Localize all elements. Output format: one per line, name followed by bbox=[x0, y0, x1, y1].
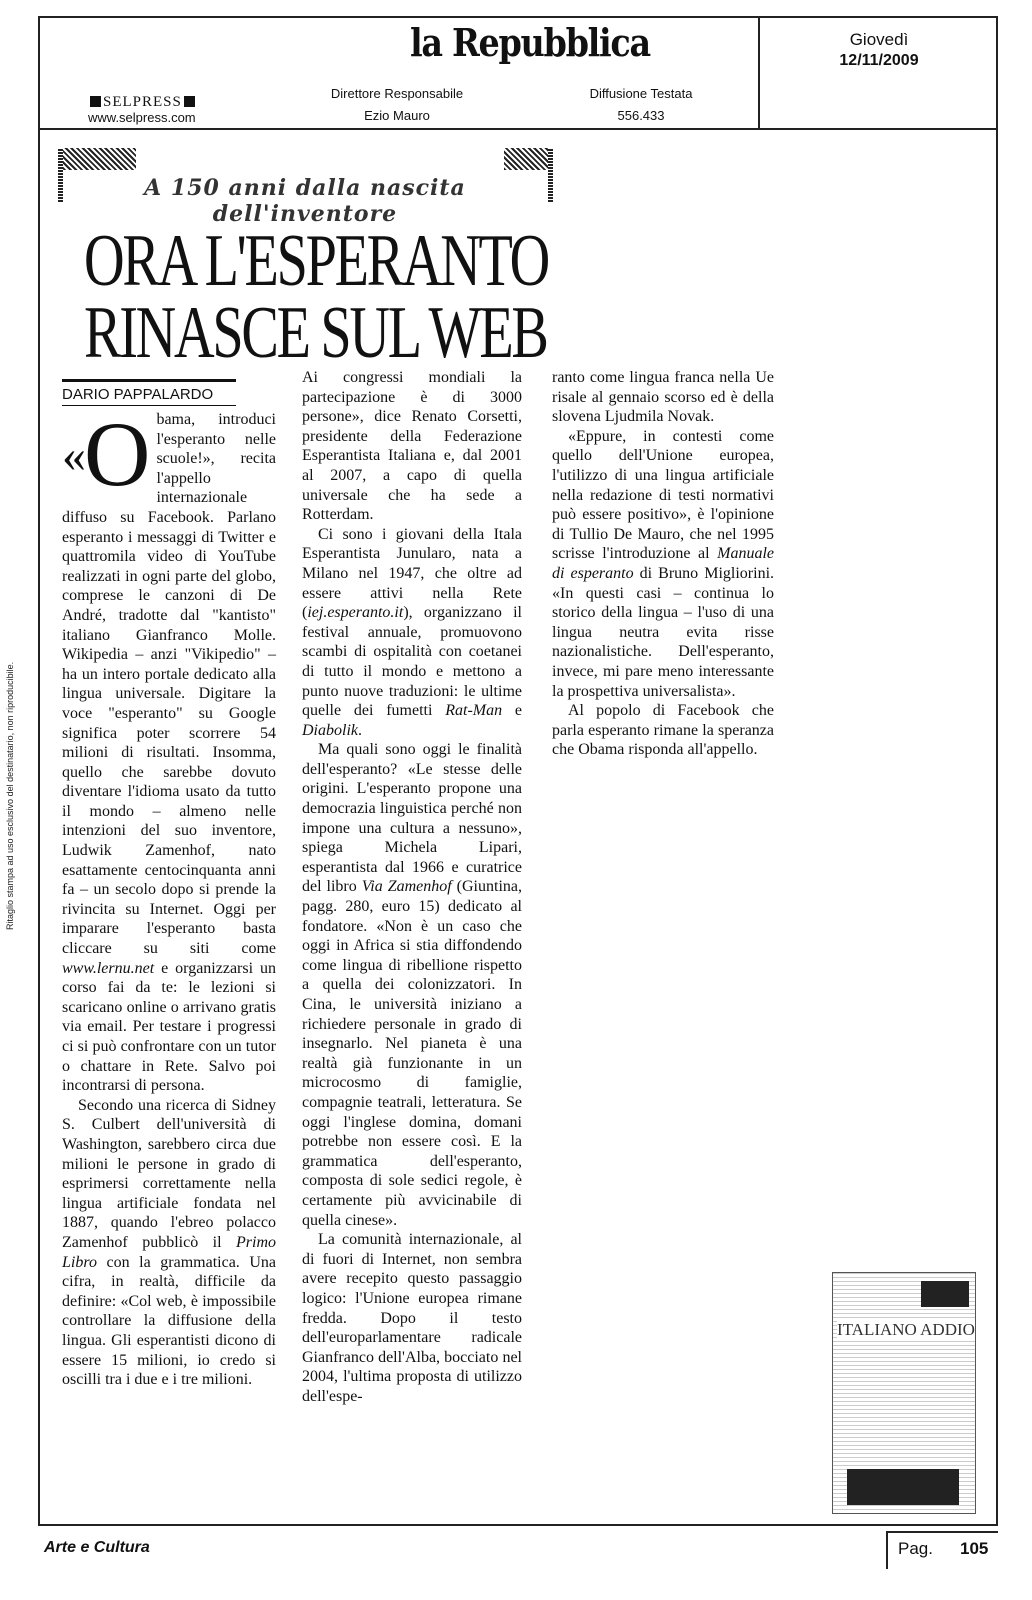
page-number: 105 bbox=[960, 1539, 989, 1558]
comic-title: Rat-Man bbox=[445, 702, 503, 720]
paragraph bbox=[62, 1096, 276, 1390]
thumbnail-title: ITALIANO ADDIO bbox=[837, 1320, 975, 1339]
article-column-2 bbox=[302, 368, 522, 1406]
paragraph bbox=[552, 427, 774, 701]
thumbnail-image bbox=[847, 1469, 959, 1505]
paragraph-text: (Giuntina, pagg. 280, euro 15) dedicato al fondatore. «Non è un caso che oggi in Africa si stia diffondendo come lingua di ribellione rispetto a quella dei colonizzatori. In Cina, le università iniziano a richiedere personale in grado di insegnarlo. Nel pianeta è una realtà già funzionante in un microcosmo di famiglie, compagnie teatrali, letteratura. Se oggi l'inglese domina, domani potrebbe non essere così. E la grammatica dell'esperanto, composta di sole sedici regole, è certamente più avvicinabile di quella cinese». bbox=[302, 878, 522, 1229]
paragraph-text: e organizzarsi un corso fai da te: le lezioni si scaricano online o arrivano gratis via email. Per testare i progressi ci si può confrontare con un tutor o chattare in Rete. Salvo poi incontrarsi di persona. bbox=[62, 959, 276, 1095]
reproduction-note: Ritaglio stampa ad uso esclusivo del destinatario, non riproducibile. bbox=[5, 661, 15, 930]
quote-mark: « bbox=[62, 429, 80, 482]
square-icon bbox=[90, 96, 101, 107]
rule-left bbox=[58, 148, 63, 202]
selpress-url: www.selpress.com bbox=[88, 110, 196, 125]
paragraph-text: Ma quali sono oggi le finalità dell'esperanto? «Le stesse delle origini. L'esperanto propone una democrazia linguistica perché non impone una cultura a nessuno», spiega Michela Lipari, esperantista dal 1966 e curatrice del libro bbox=[302, 741, 522, 896]
conjunction: e bbox=[514, 702, 523, 720]
paragraph: La comunità internazionale, al di fuori di Internet, non sembra avere recepito questo passaggio logico: l'Unione europea rimane fredda. Dopo il testo dell'europarlamentare radicale Gianfranco dell'Alba, bocciato nel 2004, l'ultima proposta di utilizzo dell'espe- bbox=[302, 1231, 522, 1405]
paragraph: Ai congressi mondiali la partecipazione è di 3000 persone», dice Renato Corsetti, presidente della Federazione Esperantista Italiana e, dal 2001 al 2007, a capo di quella universale che ha sede a Rotterdam. bbox=[302, 369, 522, 524]
article-column-3 bbox=[552, 368, 774, 760]
paragraph-text: Ci sono i giovani della Itala Esperantista Junularo, nata a Milano nel 1947, che oltre ad essere attivi nella Rete ( bbox=[302, 525, 522, 622]
hatch-right bbox=[504, 148, 552, 170]
book-title: Primo Libro bbox=[62, 1233, 276, 1271]
selpress-name: SELPRESS bbox=[103, 94, 182, 110]
paragraph-text: bama, introduci l'esperanto nelle scuole!», recita l'appello internazionale diffuso su Facebook. Parlano esperanto i messaggi di Twitter e quattromila video di YouTube realizzati in ogni parte del globo, comprese le canzoni di De André, tradotte dal "kantisto" italiano Gianfranco Molle. Wikipedia – anzi "Vikipedio" – ha un intero portale dedicato alla lingua universale. Digitare la voce "esperanto" su Google significa poter scorrere 54 milioni di risultati. Insomma, quello che sarebbe dovuto diventare l'idioma usato da tutto il mondo – almeno nelle intenzioni del suo inventore, Ludwik Zamenhof, nato esattamente centocinquanta anni fa – un secolo dopo si prende la rivincita su Internet. Oggi per imparare l'esperanto basta cliccare su siti come bbox=[62, 411, 276, 958]
issue-date: 12/11/2009 bbox=[839, 52, 919, 69]
square-icon bbox=[184, 96, 195, 107]
drop-cap bbox=[62, 403, 151, 505]
website-reference: www.lernu.net bbox=[62, 959, 155, 977]
paragraph-text: Secondo una ricerca di Sidney S. Culbert dell'università di Washington, sarebbero circa due milioni le persone in grado di esprimersi correttamente nella lingua artificiale fondata nel 1887, quando l'ebreo polacco Zamenhof pubblicò il bbox=[62, 1096, 276, 1251]
website-reference: iej.esperanto.it bbox=[307, 604, 404, 622]
selpress-logo bbox=[88, 94, 197, 111]
hatch-left bbox=[58, 148, 136, 170]
headline-line-1: ORA L'ESPERANTO bbox=[84, 220, 548, 302]
byline: DARIO PAPPALARDO bbox=[62, 386, 214, 403]
drop-cap-letter: O bbox=[84, 403, 151, 505]
paragraph-text: con la grammatica. Una cifra, in realtà, difficile da definire: «Col web, è impossibile controllare la diffusione della lingua. Gli esperantisti dicono di essere 15 milioni, io credo si oscilli tra i due e i tre milioni. bbox=[62, 1253, 276, 1389]
paragraph-text: ), organizzano il festival annuale, promuovono scambi di ospitalità con coetanei di tutto il mondo e mettono a punto nuove traduzioni: le ultime quelle dei fumetti bbox=[302, 604, 522, 720]
circulation-label: Diffusione Testata bbox=[589, 86, 693, 101]
paragraph-text: di Bruno Migliorini. «In questi casi – continua lo storico della lingua – l'uso di una lingua neutra evita risse nazionalistiche. Dell'esperanto, invece, mi pare meno interessante la prospettiva universalista». bbox=[552, 564, 775, 700]
punctuation: . bbox=[358, 721, 362, 739]
paragraph: Al popolo di Facebook che parla esperanto rimane la speranza che Obama risponda all'appello. bbox=[552, 702, 774, 759]
circulation-value: 556.433 bbox=[617, 108, 665, 123]
comic-title: Diabolik bbox=[302, 721, 358, 739]
related-clipping-thumbnail bbox=[832, 1272, 976, 1514]
director-name: Ezio Mauro bbox=[364, 108, 430, 123]
issue-day: Giovedì bbox=[849, 30, 909, 49]
headline-line-2: RINASCE SUL WEB bbox=[84, 292, 547, 374]
masthead: la Repubblica bbox=[410, 20, 650, 65]
byline-rule-top bbox=[62, 379, 236, 382]
article-column-1 bbox=[62, 403, 276, 1390]
paragraph bbox=[302, 740, 522, 1230]
paragraph bbox=[62, 403, 276, 1096]
book-title: Via Zamenhof bbox=[361, 878, 452, 896]
paragraph: ranto come lingua franca nella Ue risale al gennaio scorso ed è della slovena Ljudmila Novak. bbox=[552, 369, 774, 426]
paragraph bbox=[302, 525, 522, 741]
thumbnail-block bbox=[921, 1281, 969, 1307]
page-label: Pag. bbox=[898, 1539, 933, 1558]
paragraph-text: «Eppure, in contesti come quello dell'Unione europea, l'utilizzo di una lingua artificiale nella redazione di testi normativi può essere positivo», è l'opinione di Tullio De Mauro, che nel 1995 scrisse l'introduzione al bbox=[552, 427, 774, 563]
rule-right bbox=[548, 148, 553, 202]
article-kicker: A 150 anni dalla nascita dell'inventore bbox=[144, 175, 466, 227]
book-title: Manuale di esperanto bbox=[552, 545, 774, 582]
section-name: Arte e Cultura bbox=[44, 1539, 150, 1556]
director-label: Direttore Responsabile bbox=[330, 86, 464, 101]
